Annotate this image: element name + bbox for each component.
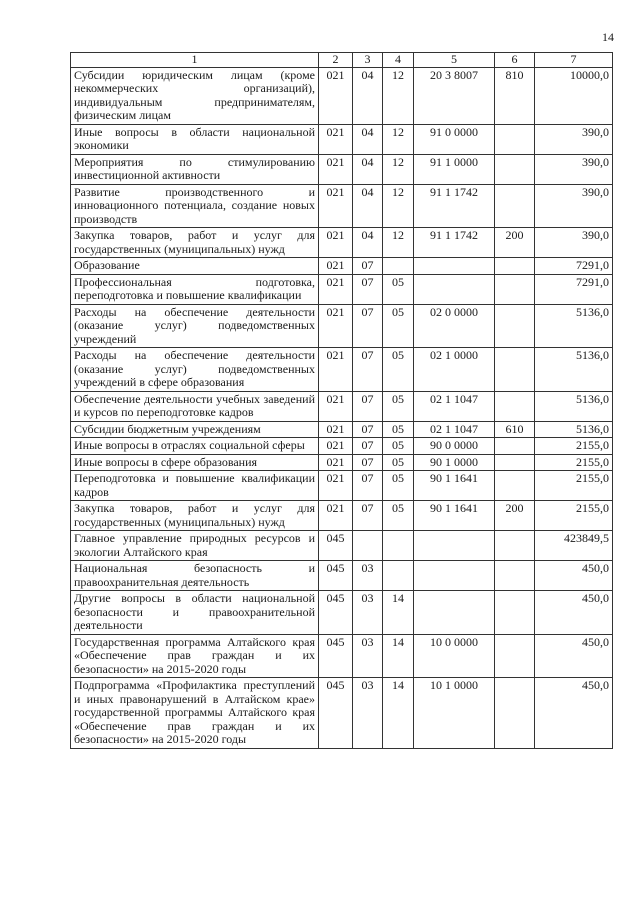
table-row: [71, 591, 613, 635]
row-expense-type-cell: [495, 274, 535, 304]
row-amount-cell: 5136,0: [535, 304, 613, 348]
row-name-cell: Закупка товаров, работ и услуг для государственных (муниципальных) нужд: [71, 228, 319, 258]
row-name-cell: Подпрограмма «Профилактика преступлений и иных правонарушений в Алтайском крае» государственной программы Алтайского края «Обеспечение прав граждан и их безопасности» на 2015-2020 годы: [71, 678, 319, 749]
row-code-cell: 021: [319, 274, 353, 304]
table-row: [71, 501, 613, 531]
budget-table: [70, 52, 613, 749]
table-row: [71, 304, 613, 348]
row-subsection-cell: 05: [383, 391, 414, 421]
row-section-cell: 03: [353, 591, 383, 635]
row-code-cell: 021: [319, 258, 353, 275]
row-amount-cell: 390,0: [535, 228, 613, 258]
row-expense-type-cell: [495, 561, 535, 591]
row-amount-cell: 450,0: [535, 561, 613, 591]
row-expense-type-cell: 200: [495, 501, 535, 531]
row-section-cell: 07: [353, 454, 383, 471]
row-amount-cell: 5136,0: [535, 421, 613, 438]
row-target-cell: 90 1 1641: [414, 501, 495, 531]
row-subsection-cell: 12: [383, 184, 414, 228]
row-section-cell: 07: [353, 274, 383, 304]
row-expense-type-cell: [495, 531, 535, 561]
row-name-cell: Профессиональная подготовка, переподготовка и повышение квалификации: [71, 274, 319, 304]
row-name-cell: Переподготовка и повышение квалификации кадров: [71, 471, 319, 501]
row-name-cell: Обеспечение деятельности учебных заведений и курсов по переподготовке кадров: [71, 391, 319, 421]
row-subsection-cell: 12: [383, 154, 414, 184]
row-section-cell: 07: [353, 421, 383, 438]
column-header: 7: [535, 53, 613, 68]
row-subsection-cell: [383, 531, 414, 561]
table-row: [71, 678, 613, 749]
row-section-cell: 07: [353, 501, 383, 531]
row-expense-type-cell: [495, 124, 535, 154]
row-code-cell: 045: [319, 591, 353, 635]
row-code-cell: 021: [319, 501, 353, 531]
table-row: [71, 184, 613, 228]
row-target-cell: 02 1 0000: [414, 348, 495, 392]
row-subsection-cell: 05: [383, 274, 414, 304]
table-row: [71, 634, 613, 678]
row-expense-type-cell: 810: [495, 67, 535, 124]
row-subsection-cell: 05: [383, 438, 414, 455]
table-row: [71, 124, 613, 154]
row-code-cell: 021: [319, 454, 353, 471]
row-target-cell: 90 1 1641: [414, 471, 495, 501]
row-expense-type-cell: [495, 471, 535, 501]
row-subsection-cell: 05: [383, 348, 414, 392]
row-section-cell: 04: [353, 154, 383, 184]
page-number: 14: [602, 30, 614, 44]
row-target-cell: [414, 274, 495, 304]
table-row: [71, 421, 613, 438]
table-row: [71, 258, 613, 275]
row-target-cell: 91 1 1742: [414, 184, 495, 228]
table-row: [71, 228, 613, 258]
row-expense-type-cell: [495, 391, 535, 421]
row-amount-cell: 2155,0: [535, 438, 613, 455]
row-section-cell: 03: [353, 634, 383, 678]
row-name-cell: Иные вопросы в отраслях социальной сферы: [71, 438, 319, 455]
row-amount-cell: 390,0: [535, 184, 613, 228]
row-target-cell: 90 0 0000: [414, 438, 495, 455]
row-amount-cell: 423849,5: [535, 531, 613, 561]
row-name-cell: Развитие производственного и инновационного потенциала, создание новых производств: [71, 184, 319, 228]
row-name-cell: Иные вопросы в сфере образования: [71, 454, 319, 471]
row-target-cell: 02 0 0000: [414, 304, 495, 348]
column-header: 2: [319, 53, 353, 68]
row-subsection-cell: [383, 258, 414, 275]
row-name-cell: Иные вопросы в области национальной экономики: [71, 124, 319, 154]
row-subsection-cell: 14: [383, 591, 414, 635]
row-amount-cell: 390,0: [535, 124, 613, 154]
row-name-cell: Расходы на обеспечение деятельности (оказание услуг) подведомственных учреждений в сфере образования: [71, 348, 319, 392]
column-header: 3: [353, 53, 383, 68]
row-code-cell: 021: [319, 421, 353, 438]
row-subsection-cell: 05: [383, 454, 414, 471]
row-code-cell: 045: [319, 678, 353, 749]
column-header: 6: [495, 53, 535, 68]
row-expense-type-cell: 610: [495, 421, 535, 438]
row-code-cell: 021: [319, 228, 353, 258]
row-target-cell: [414, 591, 495, 635]
row-target-cell: [414, 531, 495, 561]
row-amount-cell: 2155,0: [535, 454, 613, 471]
row-code-cell: 021: [319, 438, 353, 455]
row-target-cell: 90 1 0000: [414, 454, 495, 471]
row-section-cell: 07: [353, 438, 383, 455]
row-target-cell: 02 1 1047: [414, 391, 495, 421]
row-subsection-cell: 14: [383, 678, 414, 749]
row-target-cell: 20 3 8007: [414, 67, 495, 124]
table-row: [71, 471, 613, 501]
row-amount-cell: 390,0: [535, 154, 613, 184]
row-target-cell: [414, 561, 495, 591]
column-header: 1: [71, 53, 319, 68]
table-row: [71, 154, 613, 184]
row-expense-type-cell: [495, 678, 535, 749]
row-amount-cell: 10000,0: [535, 67, 613, 124]
row-code-cell: 045: [319, 634, 353, 678]
row-target-cell: 91 1 1742: [414, 228, 495, 258]
row-code-cell: 045: [319, 561, 353, 591]
row-expense-type-cell: [495, 258, 535, 275]
row-amount-cell: 450,0: [535, 678, 613, 749]
row-section-cell: 07: [353, 348, 383, 392]
row-name-cell: Закупка товаров, работ и услуг для государственных (муниципальных) нужд: [71, 501, 319, 531]
row-subsection-cell: 12: [383, 228, 414, 258]
row-subsection-cell: [383, 561, 414, 591]
row-target-cell: 10 1 0000: [414, 678, 495, 749]
row-name-cell: Расходы на обеспечение деятельности (оказание услуг) подведомственных учреждений: [71, 304, 319, 348]
row-code-cell: 021: [319, 348, 353, 392]
row-expense-type-cell: [495, 591, 535, 635]
row-expense-type-cell: [495, 438, 535, 455]
row-target-cell: 10 0 0000: [414, 634, 495, 678]
row-section-cell: 07: [353, 391, 383, 421]
row-name-cell: Субсидии юридическим лицам (кроме некоммерческих организаций), индивидуальным предпринимателям, физическим лицам: [71, 67, 319, 124]
row-expense-type-cell: [495, 154, 535, 184]
row-subsection-cell: 05: [383, 501, 414, 531]
row-amount-cell: 5136,0: [535, 348, 613, 392]
table-row: [71, 348, 613, 392]
row-subsection-cell: 05: [383, 471, 414, 501]
row-amount-cell: 7291,0: [535, 258, 613, 275]
row-code-cell: 021: [319, 67, 353, 124]
column-header: 5: [414, 53, 495, 68]
row-code-cell: 021: [319, 391, 353, 421]
row-name-cell: Главное управление природных ресурсов и экологии Алтайского края: [71, 531, 319, 561]
row-amount-cell: 2155,0: [535, 471, 613, 501]
row-subsection-cell: 12: [383, 67, 414, 124]
row-subsection-cell: 12: [383, 124, 414, 154]
row-expense-type-cell: [495, 634, 535, 678]
row-code-cell: 045: [319, 531, 353, 561]
row-name-cell: Другие вопросы в области национальной безопасности и правоохранительной деятельности: [71, 591, 319, 635]
row-name-cell: Мероприятия по стимулированию инвестиционной активности: [71, 154, 319, 184]
row-code-cell: 021: [319, 124, 353, 154]
row-expense-type-cell: 200: [495, 228, 535, 258]
column-number-row: [71, 53, 613, 68]
row-section-cell: 04: [353, 67, 383, 124]
row-amount-cell: 450,0: [535, 591, 613, 635]
row-amount-cell: 2155,0: [535, 501, 613, 531]
column-header: 4: [383, 53, 414, 68]
row-section-cell: 07: [353, 304, 383, 348]
row-subsection-cell: 05: [383, 304, 414, 348]
row-code-cell: 021: [319, 304, 353, 348]
row-subsection-cell: 14: [383, 634, 414, 678]
table-row: [71, 67, 613, 124]
row-section-cell: 04: [353, 124, 383, 154]
row-code-cell: 021: [319, 471, 353, 501]
row-code-cell: 021: [319, 154, 353, 184]
row-section-cell: 04: [353, 228, 383, 258]
row-section-cell: 03: [353, 678, 383, 749]
row-section-cell: 03: [353, 561, 383, 591]
row-amount-cell: 5136,0: [535, 391, 613, 421]
table-row: [71, 438, 613, 455]
row-expense-type-cell: [495, 348, 535, 392]
row-section-cell: 04: [353, 184, 383, 228]
row-amount-cell: 450,0: [535, 634, 613, 678]
row-amount-cell: 7291,0: [535, 274, 613, 304]
row-expense-type-cell: [495, 184, 535, 228]
row-name-cell: Субсидии бюджетным учреждениям: [71, 421, 319, 438]
table-row: [71, 454, 613, 471]
table-row: [71, 531, 613, 561]
row-name-cell: Государственная программа Алтайского края «Обеспечение прав граждан и их безопасности» на 2015-2020 годы: [71, 634, 319, 678]
row-target-cell: 02 1 1047: [414, 421, 495, 438]
row-name-cell: Образование: [71, 258, 319, 275]
row-section-cell: 07: [353, 258, 383, 275]
row-target-cell: [414, 258, 495, 275]
row-section-cell: 07: [353, 471, 383, 501]
row-target-cell: 91 0 0000: [414, 124, 495, 154]
row-section-cell: [353, 531, 383, 561]
row-target-cell: 91 1 0000: [414, 154, 495, 184]
table-row: [71, 561, 613, 591]
row-subsection-cell: 05: [383, 421, 414, 438]
table-row: [71, 391, 613, 421]
row-name-cell: Национальная безопасность и правоохранительная деятельность: [71, 561, 319, 591]
row-expense-type-cell: [495, 304, 535, 348]
row-expense-type-cell: [495, 454, 535, 471]
table-row: [71, 274, 613, 304]
row-code-cell: 021: [319, 184, 353, 228]
